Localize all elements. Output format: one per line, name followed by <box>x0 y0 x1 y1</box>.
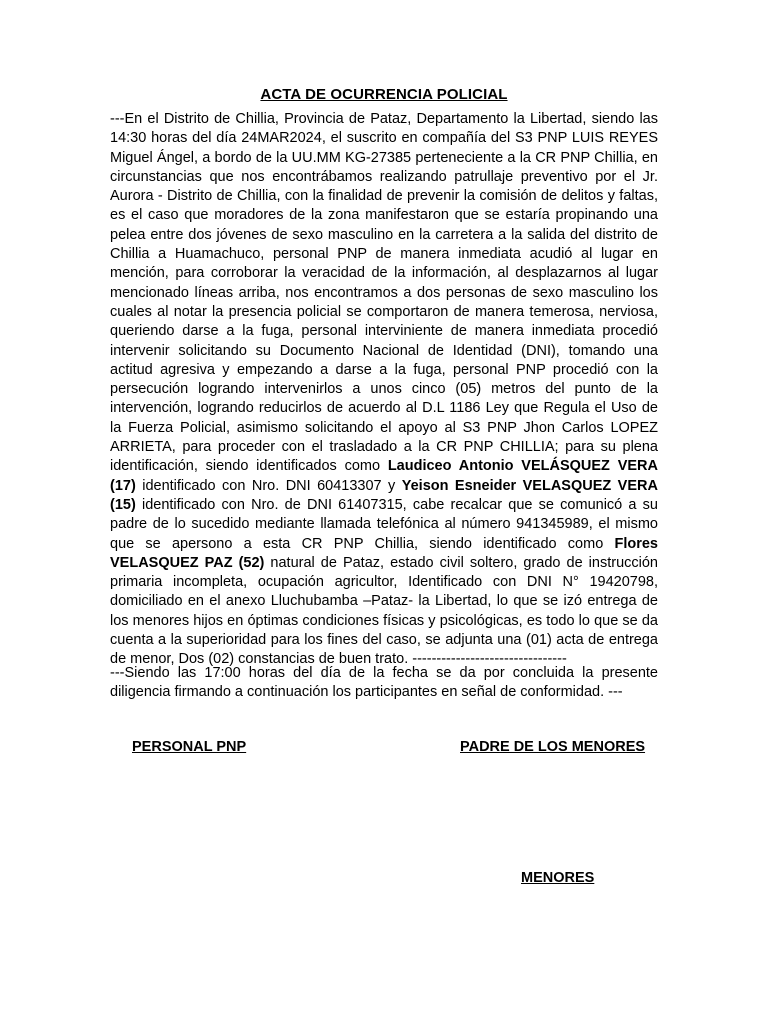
signature-menores: MENORES <box>521 870 595 886</box>
closing-paragraph: ---Siendo las 17:00 horas del día de la fecha se da por concluida la presente diligencia firmando a continuación los participantes en señal de conformidad. --- <box>110 665 658 701</box>
report-body-paragraph <box>110 110 658 670</box>
minor-1-name: Laudiceo Antonio VELÁSQUEZ VERA (17) <box>110 458 658 494</box>
body-text-3: identificado con Nro. de DNI 61407315, cabe recalcar que se comunicó a su padre de lo sucedido mediante llamada telefónica al número 941345989, el mismo que se apersono a esta CR PNP Chillia, siendo identificado como <box>110 496 658 552</box>
body-text-1: ---En el Distrito de Chillia, Provincia de Pataz, Departamento la Libertad, siendo las 14:30 horas del día 24MAR2024, el suscrito en compañía del S3 PNP LUIS REYES Miguel Ángel, a bordo de la UU.MM KG-27385 perteneciente a la CR PNP Chillia, en circunstancias que nos encontrábamos realizando patrullaje preventivo por el Jr. Aurora - Distrito de Chillia, con la finalidad de prevenir la comisión de delitos y faltas, es el caso que moradores de la zona manifestaron que se estaría propinando una pelea entre dos jóvenes de sexo masculino en la carretera a la salida del distrito de Chillia a Huamachuco, personal PNP de manera inmediata acudió al lugar en mención, para corroborar la veracidad de la información, al desplazarnos al lugar mencionado líneas arriba, nos encontramos a dos personas de sexo masculino los cuales al notar la presencia policial se comportaron de manera temerosa, nerviosa, queriendo darse a la fuga, personal interviniente de manera inmediata procedió intervenir solicitando su Documento Nacional de Identidad (DNI), tomando una actitud agresiva y empezando a darse a la fuga, personal PNP procedió con la persecución logrando intervenirlos a unos cinco (05) metros del punto de la intervención, logrando reducirlos de acuerdo al D.L 1186 Ley que Regula el Uso de la Fuerza Policial, asimismo solicitando el apoyo al S3 PNP Jhon Carlos LOPEZ ARRIETA, para proceder con el trasladado a la CR PNP CHILLIA; para su plena identificación, siendo identificados como <box>110 111 658 475</box>
document-title: ACTA DE OCURRENCIA POLICIAL <box>260 86 508 103</box>
body-text-4: natural de Pataz, estado civil soltero, grado de instrucción primaria incompleta, ocupación agricultor, Identificado con DNI N° 19420798, domiciliado en el anexo Lluchubamba –Pataz- la Libertad, lo que se izó entrega de los menores hijos en óptimas condiciones físicas y psicológicas, es todo lo que se da cuenta a la superioridad para los fines del caso, se adjunta una (01) acta de entrega de menor, Dos (02) constancias de buen trato. -------------------------------- <box>110 554 658 668</box>
body-text-2: identificado con Nro. DNI 60413307 y <box>135 477 402 494</box>
signature-padre: PADRE DE LOS MENORES <box>460 739 646 755</box>
signature-personal-pnp: PERSONAL PNP <box>132 739 247 755</box>
minor-2-name: Yeison Esneider VELASQUEZ VERA (15) <box>110 477 658 513</box>
father-name: Flores VELASQUEZ PAZ (52) <box>110 535 658 571</box>
